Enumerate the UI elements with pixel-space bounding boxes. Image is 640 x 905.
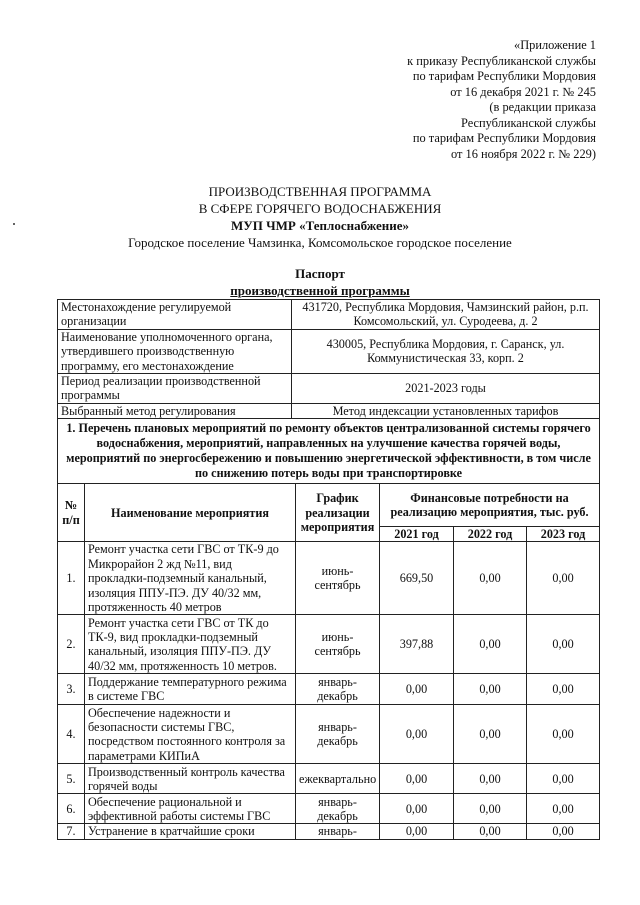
row-value-2023: 0,00 bbox=[527, 542, 600, 615]
row-value-2023: 0,00 bbox=[527, 794, 600, 824]
row-num: 4. bbox=[58, 705, 85, 764]
passport-info-table bbox=[57, 299, 600, 419]
appendix-line: к приказу Республиканской службы bbox=[407, 53, 596, 68]
table-row bbox=[58, 329, 600, 373]
header-name: Наименование мероприятия bbox=[85, 484, 296, 542]
row-name: Ремонт участка сети ГВС от ТК до ТК-9, вид прокладки-подземный канальный, изоляция ППУ-ПЭ. ДУ 40/32 мм, протяженность 10 метров. bbox=[85, 615, 296, 674]
table-row bbox=[58, 403, 600, 418]
row-value-2022: 0,00 bbox=[454, 764, 527, 794]
row-num: 1. bbox=[58, 542, 85, 615]
row-value-2021: 0,00 bbox=[380, 824, 454, 839]
row-value-2022: 0,00 bbox=[454, 615, 527, 674]
table-row bbox=[58, 615, 600, 674]
row-schedule: ежеквартально bbox=[296, 764, 380, 794]
info-value: 430005, Республика Мордовия, г. Саранск, ул. Коммунистическая 33, корп. 2 bbox=[292, 329, 600, 373]
table-row bbox=[58, 705, 600, 764]
info-value: Метод индексации установленных тарифов bbox=[292, 403, 600, 418]
row-value-2023: 0,00 bbox=[527, 705, 600, 764]
row-name: Устранение в кратчайшие сроки bbox=[85, 824, 296, 839]
info-label: Период реализации производственной программы bbox=[58, 374, 292, 404]
info-label: Наименование уполномоченного органа, утвердившего производственную программу, его местонахождение bbox=[58, 329, 292, 373]
title-line-1: ПРОИЗВОДСТВЕННАЯ ПРОГРАММА bbox=[208, 184, 432, 199]
row-value-2023: 0,00 bbox=[527, 674, 600, 705]
row-value-2022: 0,00 bbox=[454, 674, 527, 705]
header-year-2023: 2023 год bbox=[527, 527, 600, 542]
row-value-2023: 0,00 bbox=[527, 764, 600, 794]
row-value-2022: 0,00 bbox=[454, 542, 527, 615]
row-value-2023: 0,00 bbox=[527, 615, 600, 674]
table-row bbox=[58, 674, 600, 705]
appendix-line: «Приложение 1 bbox=[514, 38, 596, 52]
row-schedule: июнь-сентябрь bbox=[296, 542, 380, 615]
appendix-note bbox=[266, 38, 596, 162]
measures-table bbox=[57, 418, 600, 840]
service-area: Городское поселение Чамзинка, Комсомольское городское поселение bbox=[128, 235, 512, 250]
row-name: Ремонт участка сети ГВС от ТК-9 до Микрорайон 2 жд №11, вид прокладки-подземный канальный, изоляция ППУ-ПЭ. ДУ 40/32 мм, протяженность 40 метров bbox=[85, 542, 296, 615]
row-value-2021: 0,00 bbox=[380, 764, 454, 794]
row-value-2021: 0,00 bbox=[380, 705, 454, 764]
row-value-2022: 0,00 bbox=[454, 705, 527, 764]
table-row bbox=[58, 764, 600, 794]
passport-subtitle: производственной программы bbox=[230, 283, 410, 298]
header-year-2022: 2022 год bbox=[454, 527, 527, 542]
row-num: 2. bbox=[58, 615, 85, 674]
row-value-2023: 0,00 bbox=[527, 824, 600, 839]
header-row bbox=[58, 484, 600, 527]
table-row bbox=[58, 374, 600, 404]
header-year-2021: 2021 год bbox=[380, 527, 454, 542]
row-value-2021: 0,00 bbox=[380, 674, 454, 705]
row-num: 5. bbox=[58, 764, 85, 794]
table-row bbox=[58, 794, 600, 824]
row-schedule: июнь-сентябрь bbox=[296, 615, 380, 674]
row-name: Производственный контроль качества горячей воды bbox=[85, 764, 296, 794]
row-value-2022: 0,00 bbox=[454, 794, 527, 824]
row-schedule: январь-декабрь bbox=[296, 794, 380, 824]
info-value: 2021-2023 годы bbox=[292, 374, 600, 404]
table-row bbox=[58, 824, 600, 839]
section-title-row bbox=[58, 419, 600, 484]
appendix-line: от 16 ноября 2022 г. № 229) bbox=[450, 146, 596, 161]
row-value-2022: 0,00 bbox=[454, 824, 527, 839]
document-titles bbox=[0, 183, 640, 251]
passport-title: Паспорт bbox=[295, 266, 345, 281]
row-schedule: январь-декабрь bbox=[296, 705, 380, 764]
header-schedule: График реализации мероприятия bbox=[296, 484, 380, 542]
header-finance: Финансовые потребности на реализацию мероприятия, тыс. руб. bbox=[380, 484, 600, 527]
row-schedule: январь-декабрь bbox=[296, 674, 380, 705]
row-num: 3. bbox=[58, 674, 85, 705]
row-schedule: январь- bbox=[296, 824, 380, 839]
row-value-2021: 397,88 bbox=[380, 615, 454, 674]
info-label: Выбранный метод регулирования bbox=[58, 403, 292, 418]
appendix-line: Республиканской службы bbox=[460, 115, 596, 130]
appendix-line: (в редакции приказа bbox=[489, 100, 596, 114]
row-name: Обеспечение надежности и безопасности системы ГВС, посредством постоянного контроля за параметрами КИПиА bbox=[85, 705, 296, 764]
info-label: Местонахождение регулируемой организации bbox=[58, 300, 292, 330]
header-num: № п/п bbox=[58, 484, 85, 542]
appendix-line: по тарифам Республики Мордовия bbox=[412, 131, 596, 145]
organization-name: МУП ЧМР «Теплоснабжение» bbox=[230, 218, 410, 233]
appendix-line: по тарифам Республики Мордовия bbox=[412, 69, 596, 83]
row-value-2021: 669,50 bbox=[380, 542, 454, 615]
row-name: Обеспечение рациональной и эффективной работы системы ГВС bbox=[85, 794, 296, 824]
passport-heading bbox=[0, 265, 640, 299]
table-row bbox=[58, 542, 600, 615]
row-num: 7. bbox=[58, 824, 85, 839]
table-row bbox=[58, 300, 600, 330]
info-value: 431720, Республика Мордовия, Чамзинский район, р.п. Комсомольский, ул. Суродеева, д. 2 bbox=[292, 300, 600, 330]
row-num: 6. bbox=[58, 794, 85, 824]
row-value-2021: 0,00 bbox=[380, 794, 454, 824]
title-line-2: В СФЕРЕ ГОРЯЧЕГО ВОДОСНАБЖЕНИЯ bbox=[198, 201, 442, 216]
row-name: Поддержание температурного режима в системе ГВС bbox=[85, 674, 296, 705]
appendix-line: от 16 декабря 2021 г. № 245 bbox=[450, 84, 596, 99]
section-title: 1. Перечень плановых мероприятий по ремонту объектов централизованной системы горячего водоснабжения, мероприятий, направленных на улучшение качества горячей воды, мероприятий по энергосбережению и повышению энергетической эффективности, в том числе по снижению потерь воды при транспортировке bbox=[58, 419, 600, 484]
